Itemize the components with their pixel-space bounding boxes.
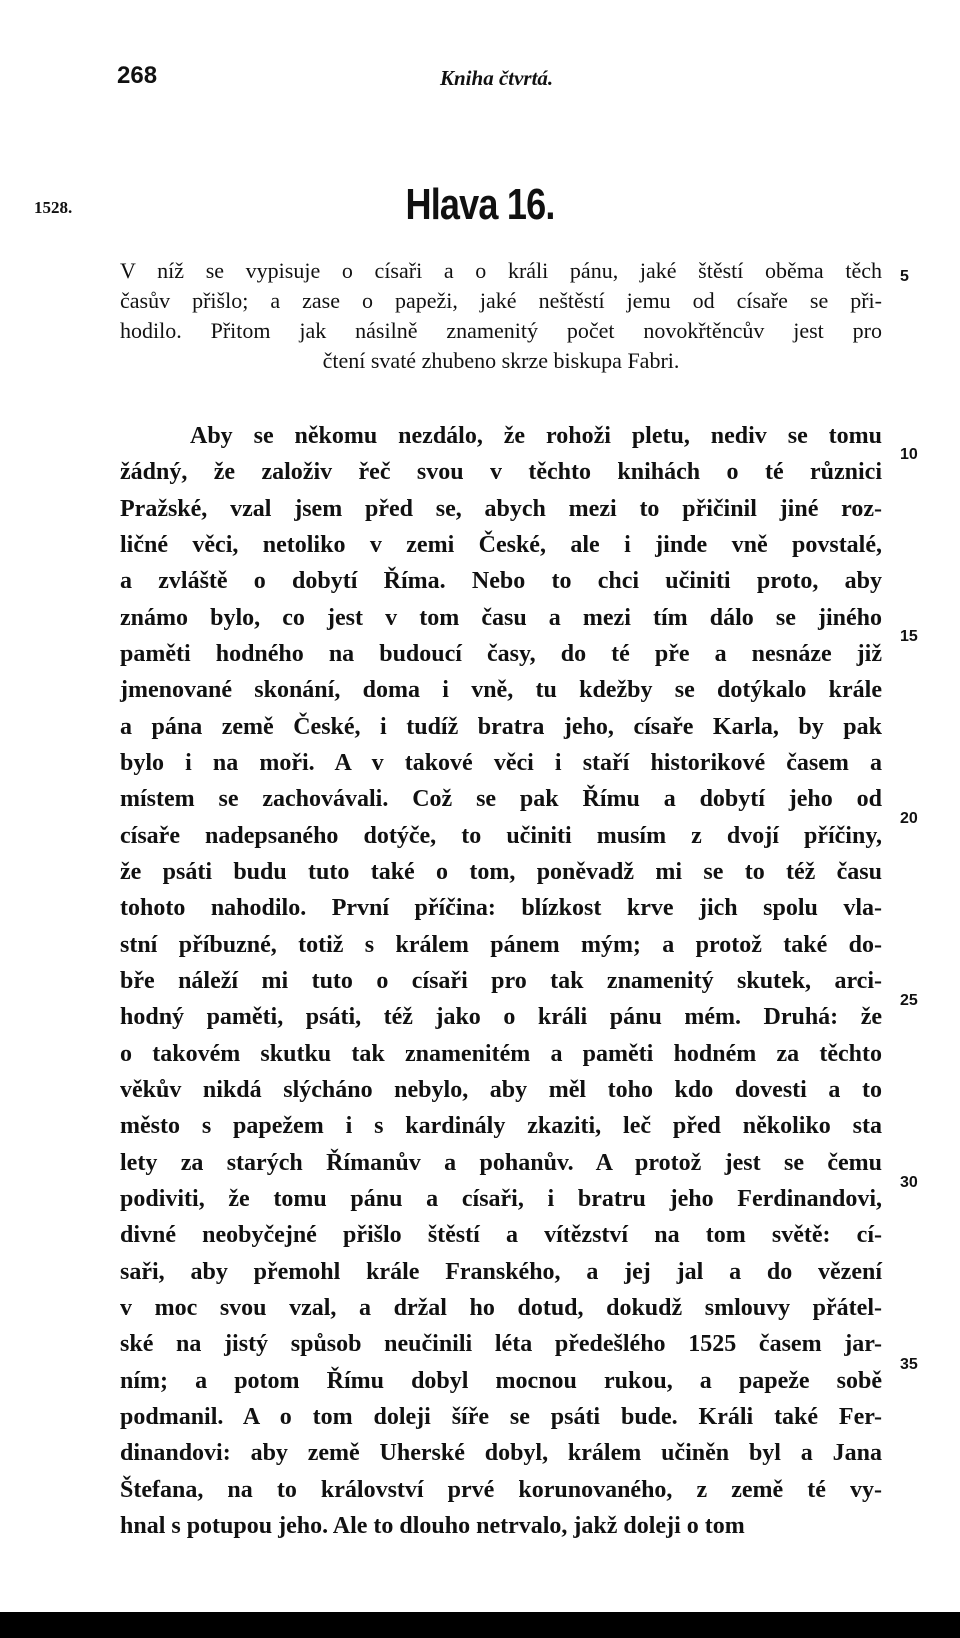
scan-edge-bar [0, 1612, 960, 1638]
body-line: žádný, že založiv řeč svou v těchto knihách o té různici [120, 459, 882, 486]
margin-year: 1528. [34, 198, 73, 217]
page-number: 268 [117, 62, 158, 89]
summary-line: hodilo. Přitom jak násilně znamenitý počet novokřtěncův jest pro [120, 318, 882, 343]
body-line: město s papežem i s kardinály zkaziti, leč před několiko sta [120, 1113, 882, 1140]
body-line: a zvláště o dobytí Říma. Nebo to chci učiniti proto, aby [120, 568, 882, 595]
body-line: stní příbuzné, totiž s králem pánem mým; a protož také do- [120, 931, 882, 958]
summary-line: V níž se vypisuje o císaři a o králi pánu, jaké štěstí oběma těch [120, 258, 882, 283]
running-title: Kniha čtvrtá. [440, 66, 554, 90]
body-line: bře náleží mi tuto o císaři pro tak znamenitý skutek, arci- [120, 967, 882, 994]
body-line: podmanil. A o tom doleji šíře se psáti bude. Králi také Fer- [120, 1403, 882, 1430]
body-line: dinandovi: aby země Uherské dobyl, králem učiněn byl a Jana [120, 1440, 882, 1467]
body-line: známo bylo, co jest v tom času a mezi tím dálo se jiného [120, 604, 882, 631]
body-line: místem se zachovávali. Což se pak Římu a dobytí jeho od [120, 786, 882, 813]
body-line: Pražské, vzal jsem před se, abych mezi to přičinil jiné roz- [120, 495, 882, 522]
line-number: 5 [900, 268, 909, 285]
body-line: že psáti budu tuto také o tom, poněvadž mi se to též času [120, 858, 882, 885]
body-line: ské na jistý spůsob neučinili léta předešlého 1525 časem jar- [120, 1331, 882, 1358]
body-line: císaře nadepsaného dotýče, to učiniti musím z dvojí příčiny, [120, 822, 882, 849]
body-line: ním; a potom Římu dobyl mocnou rukou, a papeže sobě [120, 1367, 882, 1394]
body-line: Štefana, na to království prvé korunovaného, z země té vy- [120, 1476, 882, 1503]
body-line: saři, aby přemohl krále Franského, a jej jal a do vězení [120, 1258, 882, 1285]
body-line: tohoto nahodilo. První příčina: blízkost krve jich spolu vla- [120, 895, 882, 922]
line-number: 15 [900, 628, 918, 645]
body-line: divné neobyčejné přišlo štěstí a vítězství na tom světě: cí- [120, 1222, 882, 1249]
chapter-summary [120, 256, 882, 376]
chapter-heading: Hlava 16. [405, 180, 555, 229]
body-line: bylo i na moři. A v takové věci i staří historikové časem a [120, 749, 882, 776]
body-line: o takovém skutku tak znamenitém a paměti hodném za těchto [120, 1040, 882, 1067]
line-number: 25 [900, 992, 918, 1009]
body-line: hnal s potupou jeho. Ale to dlouho netrvalo, jakž doleji o tom [120, 1512, 745, 1539]
line-number: 30 [900, 1174, 918, 1191]
body-line: Aby se někomu nezdálo, že rohoži pletu, nediv se tomu [190, 423, 882, 449]
body-line: jmenované skonání, doma i vně, tu kdežby se dotýkalo krále [120, 677, 882, 704]
line-number: 20 [900, 810, 918, 827]
body-line: paměti hodného na budoucí časy, do té pře a nesnáze již [120, 640, 882, 667]
body-text [120, 418, 882, 1544]
body-line: ličné věci, netoliko v zemi České, ale i jinde vně povstalé, [120, 531, 882, 558]
body-line: a pána země České, i tudíž bratra jeho, císaře Karla, by pak [120, 713, 882, 740]
body-line: věkův nikdá slýcháno nebylo, aby měl toho kdo dovesti a to [120, 1076, 882, 1103]
body-line: podiviti, že tomu pánu a císaři, i bratru jeho Ferdinandovi, [120, 1185, 882, 1212]
summary-line: čtení svaté zhubeno skrze biskupa Fabri. [322, 348, 680, 373]
body-line: v moc svou vzal, a držal ho dotud, dokudž smlouvy přátel- [120, 1294, 882, 1321]
line-number: 35 [900, 1356, 918, 1373]
line-number: 10 [900, 446, 918, 463]
body-line: lety za starých Římanův a pohanův. A protož jest se čemu [120, 1149, 882, 1176]
summary-line: časův přišlo; a zase o papeži, jaké neštěstí jemu od císaře se při- [120, 288, 882, 313]
body-line: hodný paměti, psáti, též jako o králi pánu mém. Druhá: že [120, 1004, 882, 1031]
